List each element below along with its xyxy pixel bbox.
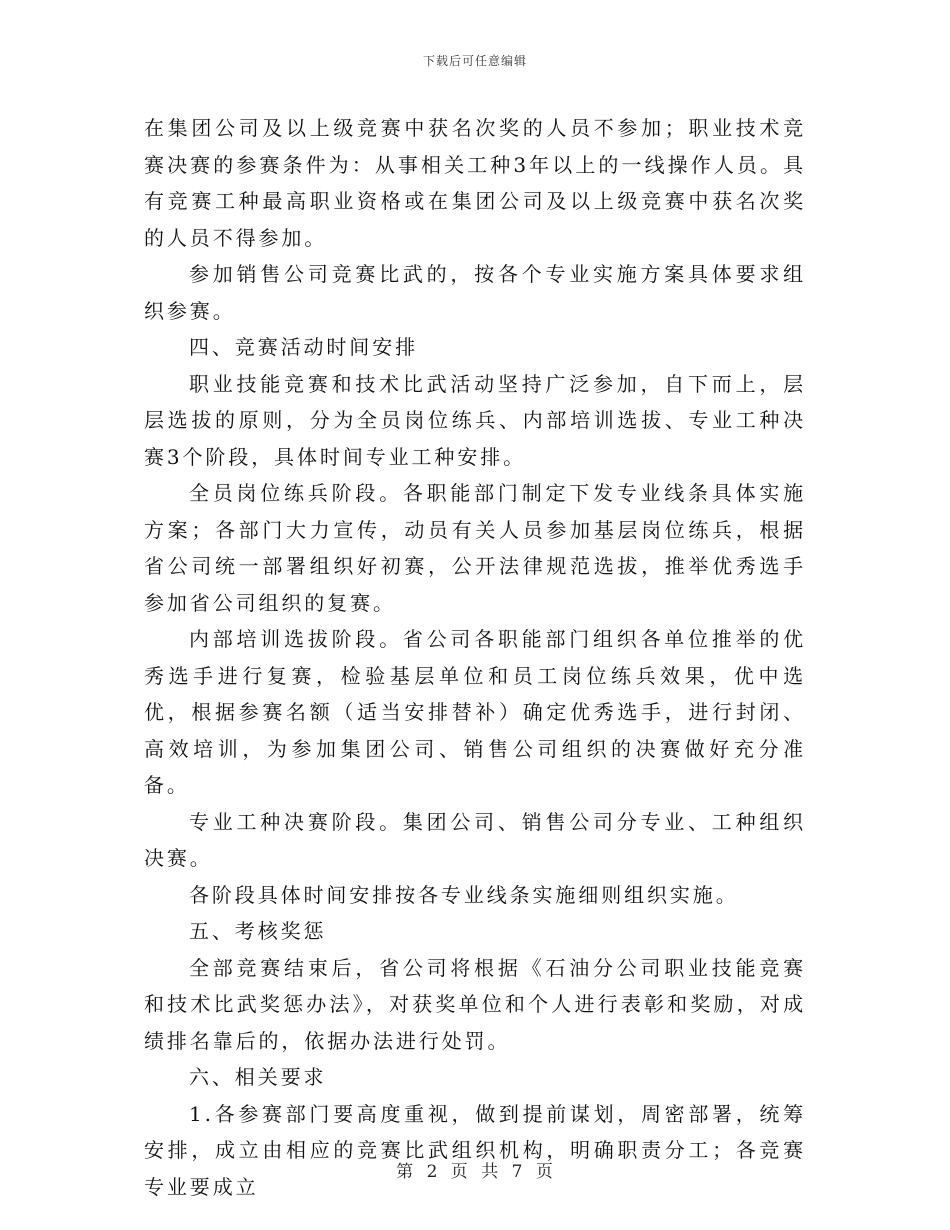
page-number: 第 2 页 共 7 页: [396, 1162, 554, 1182]
paragraph: 全员岗位练兵阶段。各职能部门制定下发专业线条具体实施方案；各部门大力宣传，动员有关人员参加基层岗位练兵，根据省公司统一部署组织好初赛，公开法律规范选拔，推举优秀选手参加省公司组织的复赛。: [144, 481, 806, 615]
section-heading: 六、相关要求: [189, 1065, 327, 1089]
section-heading: 五、考核奖惩: [189, 919, 327, 943]
document-body: [144, 110, 806, 1205]
page-header-note: 下载后可任意编辑: [422, 54, 527, 68]
paragraph: 内部培训选拔阶段。省公司各职能部门组织各单位推举的优秀选手进行复赛，检验基层单位和员工岗位练兵效果，优中选优，根据参赛名额（适当安排替补）确定优秀选手，进行封闭、高效培训，为参加集团公司、销售公司组织的决赛做好充分准备。: [144, 627, 806, 797]
paragraph: 1.各参赛部门要高度重视，做到提前谋划，周密部署，统筹安排，成立由相应的竞赛比武组织机构，明确职责分工；各竞赛专业要成立: [144, 1101, 806, 1199]
paragraph: 专业工种决赛阶段。集团公司、销售公司分专业、工种组织决赛。: [144, 809, 806, 870]
section-heading: 四、竞赛活动时间安排: [189, 335, 418, 359]
paragraph: 全部竞赛结束后，省公司将根据《石油分公司职业技能竞赛和技术比武奖惩办法》，对获奖单位和个人进行表彰和奖励，对成绩排名靠后的，依据办法进行处罚。: [144, 955, 806, 1053]
paragraph: 职业技能竞赛和技术比武活动坚持广泛参加，自下而上，层层选拔的原则，分为全员岗位练兵、内部培训选拔、专业工种决赛3个阶段，具体时间专业工种安排。: [144, 371, 806, 469]
paragraph: 参加销售公司竞赛比武的，按各个专业实施方案具体要求组织参赛。: [144, 262, 806, 323]
paragraph: 在集团公司及以上级竞赛中获名次奖的人员不参加；职业技术竞赛决赛的参赛条件为：从事相关工种3年以上的一线操作人员。具有竞赛工种最高职业资格或在集团公司及以上级竞赛中获名次奖的人员不得参加。: [144, 116, 806, 250]
paragraph: 各阶段具体时间安排按各专业线条实施细则组织实施。: [189, 882, 739, 907]
